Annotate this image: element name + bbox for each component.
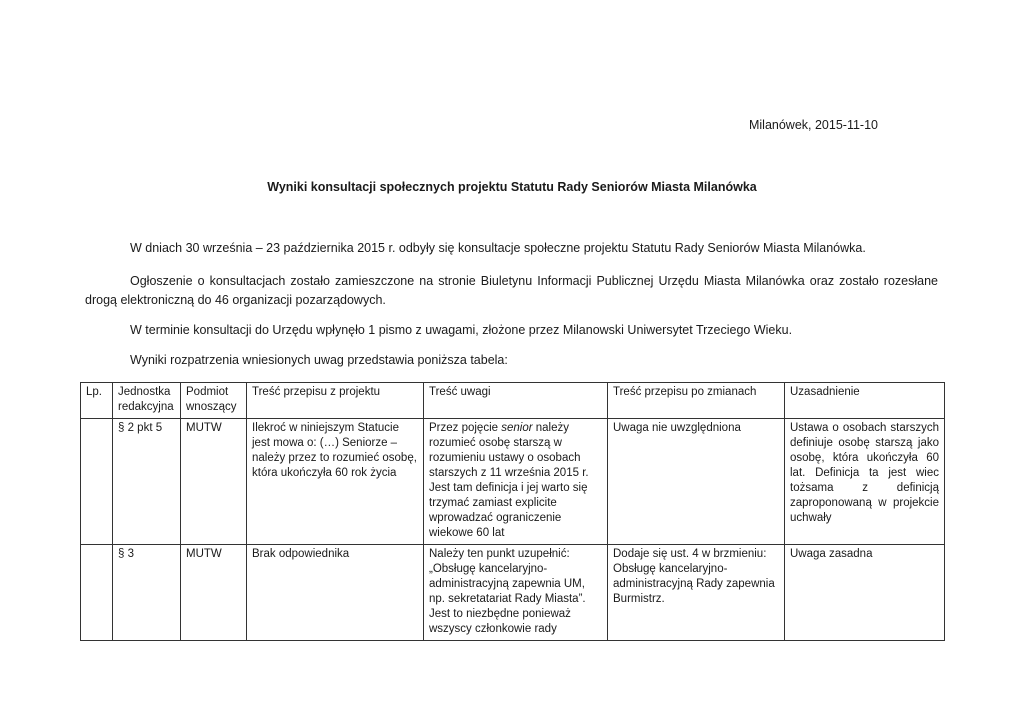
header-draft: Treść przepisu z projektu [247,383,424,419]
paragraph-announcement [85,272,938,310]
cell-submitter: MUTW [181,419,247,545]
paragraph-consultation-dates: W dniach 30 września – 23 października 2015 r. odbyły się konsultacje społeczne projektu Statutu Rady Seniorów Miasta Milanówka. [130,241,866,255]
document-title: Wyniki konsultacji społecznych projektu Statutu Rady Seniorów Miasta Milanówka [267,180,757,194]
paragraph-submissions: W terminie konsultacji do Urzędu wpłynęło 1 pismo z uwagami, złożone przez Milanowski Uniwersytet Trzeciego Wieku. [130,323,793,337]
table-header-row [81,383,945,419]
cell-comment-emphasis: senior [501,422,533,434]
header-submitter: Podmiot wnoszący [181,383,247,419]
header-unit: Jednostka redakcyjna [113,383,181,419]
paragraph-announcement-text: Ogłoszenie o konsultacjach zostało zamieszczone na stronie Biuletynu Informacji Publicznej Urzędu Miasta Milanówka oraz zostało rozesłane drogą elektroniczną do 46 organizacji pozarządowych. [85,274,938,307]
header-justification: Uzasadnienie [785,383,945,419]
place-date: Milanówek, 2015-11-10 [748,118,878,132]
header-comment: Treść uwagi [424,383,608,419]
cell-comment [424,419,608,545]
cell-draft: Ilekroć w niniejszym Statucie jest mowa o: (…) Seniorze – należy przez to rozumieć osobę, która ukończyła 60 rok życia [247,419,424,545]
cell-amended: Dodaje się ust. 4 w brzmieniu: Obsługę kancelaryjno-administracyjną Rady zapewnia Burmistrz. [608,545,785,641]
table-row [81,545,945,641]
paragraph-table-intro: Wyniki rozpatrzenia wniesionych uwag przedstawia poniższa tabela: [130,353,508,367]
cell-draft: Brak odpowiednika [247,545,424,641]
cell-justification: Uwaga zasadna [785,545,945,641]
cell-unit: § 3 [113,545,181,641]
cell-comment [424,545,608,641]
cell-amended: Uwaga nie uwzględniona [608,419,785,545]
header-lp: Lp. [81,383,113,419]
cell-justification: Ustawa o osobach starszych definiuje osobę starszą jako osobę, która ukończyła 60 lat. Definicja ta jest wiec tożsama z definicją zaproponowaną w projekcie uchwały [785,419,945,545]
table-row [81,419,945,545]
cell-lp [81,419,113,545]
results-table [80,382,945,641]
cell-unit: § 2 pkt 5 [113,419,181,545]
header-amended: Treść przepisu po zmianach [608,383,785,419]
cell-lp [81,545,113,641]
cell-submitter: MUTW [181,545,247,641]
cell-comment-post: należy rozumieć osobę starszą w rozumieniu ustawy o osobach starszych z 11 września 2015 r. Jest tam definicja i jej warto się trzymać zamiast explicite wprowadzać ograniczenie wiekowe 60 lat [429,422,589,539]
cell-comment-pre: Przez pojęcie [429,422,502,434]
cell-comment-pre: Należy ten punkt uzupełnić: „Obsługę kancelaryjno-administracyjną zapewnia UM, np. sekretatariat Rady Miasta”. Jest to niezbędne ponieważ wszyscy członkowie rady [429,548,586,635]
